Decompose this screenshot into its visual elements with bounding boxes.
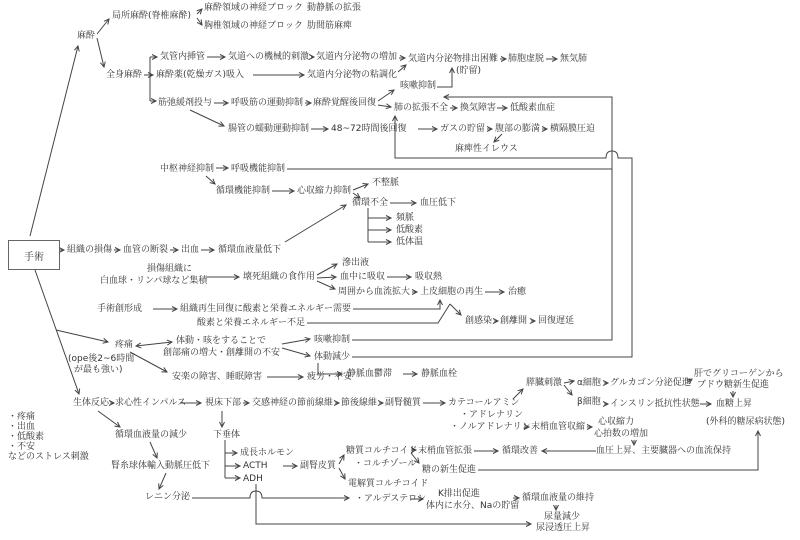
node-local-anesthesia: 局所麻酔(脊椎麻酔) (112, 11, 192, 21)
node-growth-hormone: 成長ホルモン (240, 448, 295, 458)
node-stress-bleeding: ・出血 (8, 422, 36, 432)
node-arrhythmia: 不整脈 (372, 178, 400, 188)
node-adrenal-medulla: 副腎髄質 (385, 398, 422, 408)
node-urine-osmolality-rise: 尿浸透圧上昇 (536, 523, 591, 533)
node-surgical-diabetes: (外科的糖尿病状態) (706, 417, 786, 427)
node-insulin-resistance: インスリン抵抗性状態 (610, 399, 700, 409)
node-cardiac-line2: 心拍数の増加 (594, 429, 649, 439)
node-adh: ADH (243, 474, 263, 484)
node-stress-note: などのストレス刺激 (8, 452, 89, 462)
node-noradrenaline: ・ノルアドレナリン (450, 422, 531, 432)
node-pain-note1: (ope後2~6時間 (68, 354, 135, 364)
node-hypoxemia: 低酸素血症 (510, 103, 556, 113)
node-reduced-movement: 体動減少 (314, 352, 351, 362)
node-tissue-damage: 組織の損傷 (67, 245, 113, 255)
node-pain: 疼痛 (115, 340, 134, 350)
node-peristalsis-inhibition: 腸管の蠕動運動抑制 (228, 124, 310, 134)
node-epithelial-regeneration: 上皮細胞の再生 (420, 287, 484, 297)
node-pain-note2: が最も強い) (74, 365, 123, 375)
node-movement-line1: 体動・咳をすることで (176, 336, 267, 346)
node-circ-function-suppression: 循環機能抑制 (216, 186, 271, 196)
node-glucocorticoid: 糖質コルチコイド (346, 446, 418, 456)
node-wound-infection: 創感染 (465, 316, 493, 326)
node-general-anesthesia: 全身麻酔 (106, 70, 143, 80)
node-damaged-tissue-line1: 損傷組織に (147, 264, 193, 274)
node-blood-absorption: 血中に吸収 (340, 272, 386, 282)
node-exudate: 滲出液 (342, 258, 370, 268)
node-atelectasis: 無気肺 (560, 54, 588, 64)
node-tachycardia: 頻脈 (396, 213, 415, 223)
node-beta-cells: β細胞 (577, 397, 601, 407)
node-circulation-improvement: 循環改善 (502, 446, 539, 456)
node-glucagon-secretion: グルカゴン分泌促進 (610, 378, 691, 388)
node-block-anesth-region: 麻酔領域の神経ブロック (204, 3, 303, 13)
node-cardiac-contractility-suppression: 心収縮力抑制 (297, 186, 352, 196)
node-venous-stasis: 静脈血鬱滞 (347, 369, 393, 379)
node-retention: (貯留) (456, 66, 482, 76)
node-blood-sugar-rise: 血糖上昇 (716, 399, 753, 409)
node-circ-blood-volume-drop: 循環血液量低下 (218, 245, 282, 255)
node-paralytic-ileus: 麻痺性イレウス (455, 144, 518, 154)
node-renin-secretion: レニン分泌 (145, 492, 191, 502)
node-volume-maintenance: 循環血液量の維持 (522, 493, 595, 503)
node-absorption-heat: 吸収熱 (415, 272, 443, 282)
node-secretion-increase: 気道内分泌物の増加 (316, 52, 398, 62)
node-comfort-sleep-disorder: 安楽の障害、睡眠障害 (172, 372, 263, 382)
node-energy-deficit: 酸素と栄養エネルギー不足 (197, 318, 306, 328)
node-circulatory-failure: 循環不全 (352, 198, 389, 208)
node-adrenal-cortex: 副腎皮質 (300, 461, 337, 471)
node-liver-line2: ブドウ糖新生促進 (697, 380, 770, 390)
node-alpha-cells: α細胞 (577, 378, 601, 388)
node-intercostal-paralysis: 肋間筋麻痺 (307, 21, 353, 31)
node-cough-suppression-bottom: 咳嗽抑制 (314, 335, 351, 345)
node-peripheral-vasoconstriction: 末梢血管収縮 (531, 422, 586, 432)
node-venous-thrombosis: 静脈血栓 (421, 369, 458, 379)
node-bp-rise: 血圧上昇、主要臓器への血流保持 (596, 446, 732, 456)
node-wound-dehiscence: 創離開 (500, 316, 528, 326)
node-gluconeogenesis: 糖の新生促進 (422, 465, 477, 475)
node-mineralocorticoid: 電解質コルチコイド (348, 479, 429, 489)
node-acth: ACTH (243, 461, 268, 471)
node-stress-anxiety: ・不安 (8, 442, 36, 452)
node-cortisol: ・コルチゾール (354, 459, 417, 469)
node-secretion-viscosity: 気道内分泌物の粘調化 (307, 70, 398, 80)
node-necrotic-phagocytosis: 壊死組織の食作用 (243, 272, 316, 282)
surgery-label: 手術 (24, 251, 44, 263)
node-secretion-discharge-difficulty: 気道内分泌物排出困難 (408, 54, 499, 64)
node-lung-expansion-failure: 肺の拡張不全 (394, 103, 449, 113)
node-abdominal-distension: 腹部の膨満 (495, 124, 541, 134)
surgery-node (8, 240, 60, 270)
node-mechanical-stimulus: 気道への機械的刺激 (228, 52, 310, 62)
node-ventilation-disorder: 換気障害 (460, 103, 497, 113)
node-diaphragm-compression: 横隔膜圧迫 (550, 124, 596, 134)
node-cns-suppression: 中枢神経抑制 (160, 164, 215, 174)
node-cardiac-line1: 心収縮力 (598, 417, 635, 427)
node-post-awakening-recovery: 麻酔覚醒後回復 (313, 98, 377, 108)
node-gas-retention: ガスの貯留 (440, 124, 486, 134)
node-surgical-wound: 手術創形成 (97, 304, 143, 314)
node-healing: 治癒 (508, 287, 527, 297)
node-perifocal-blood-flow: 周囲から血流拡大 (338, 287, 411, 297)
node-circ-blood-volume-decrease: 循環血液量の減少 (115, 430, 188, 440)
node-renal-afferent-pressure-drop: 腎糸球体輸入動脈圧低下 (111, 461, 211, 471)
node-liver-line1: 肝でグリコーゲンから (694, 369, 784, 379)
node-pituitary: 下垂体 (213, 430, 241, 440)
node-fatigue-anxiety: 疲労・不安 (307, 372, 353, 382)
node-stress-hypoxia: ・低酸素 (8, 432, 45, 442)
node-bp-drop: 血圧低下 (420, 198, 457, 208)
node-preganglionic-fiber: 交感神経の節前線維 (252, 398, 334, 408)
node-postganglionic-fiber: 節後線維 (341, 398, 378, 408)
node-water-na-retention: 体内に水分、Naの貯留 (426, 501, 520, 511)
node-stress-pain: ・疼痛 (8, 412, 36, 422)
node-intubation: 気管内挿管 (160, 52, 206, 62)
node-k-excretion: K排出促進 (438, 489, 480, 499)
node-movement-line2: 創部痛の増大・創離開の不安 (163, 348, 281, 358)
node-hypothalamus: 視床下部 (205, 398, 242, 408)
node-cough-suppression-top: 咳嗽抑制 (400, 81, 437, 91)
node-bio-response: 生体反応 (73, 398, 110, 408)
node-recovery-48-72h: 48~72時間後回復 (331, 124, 407, 134)
node-catecholamine: カテコールアミン (448, 398, 520, 408)
node-alveolar-collapse: 肺胞虚脱 (508, 54, 545, 64)
node-resp-muscle-inhibition: 呼吸筋の運動抑制 (231, 98, 304, 108)
node-recovery-delay: 回復遅延 (538, 316, 575, 326)
node-pancreas-stimulation: 膵臓刺激 (526, 378, 563, 388)
node-urine-decrease: 尿量減少 (544, 512, 581, 522)
node-aldosterone: ・アルデステロン (355, 494, 427, 504)
node-resp-function-suppression: 呼吸機能抑制 (231, 164, 286, 174)
node-muscle-relaxant: 筋弛緩剤投与 (158, 98, 213, 108)
node-hypoxia: 低酸素 (396, 225, 424, 235)
node-adrenaline: ・アドレナリン (460, 410, 524, 420)
node-peripheral-vasodilation: 末梢血管拡張 (418, 446, 473, 456)
node-anesthetic-inhalation: 麻酔薬(乾燥ガス)吸入 (156, 70, 245, 80)
node-damaged-tissue-line2: 白血球・リンパ球など集積 (100, 276, 208, 286)
node-vessel-rupture: 血管の断裂 (123, 245, 169, 255)
node-afferent-impulse: 求心性インパルス (115, 398, 187, 408)
node-bleeding: 出血 (181, 245, 200, 255)
node-anesthesia: 麻酔 (77, 31, 96, 41)
node-hypothermia: 低体温 (396, 237, 424, 247)
node-energy-demand: 組織再生回復に酸素と栄養エネルギー需要 (180, 304, 352, 314)
node-block-thoracic: 胸椎領域の神経ブロック (204, 21, 303, 31)
node-vasodilation: 動静脈の拡張 (307, 3, 362, 13)
